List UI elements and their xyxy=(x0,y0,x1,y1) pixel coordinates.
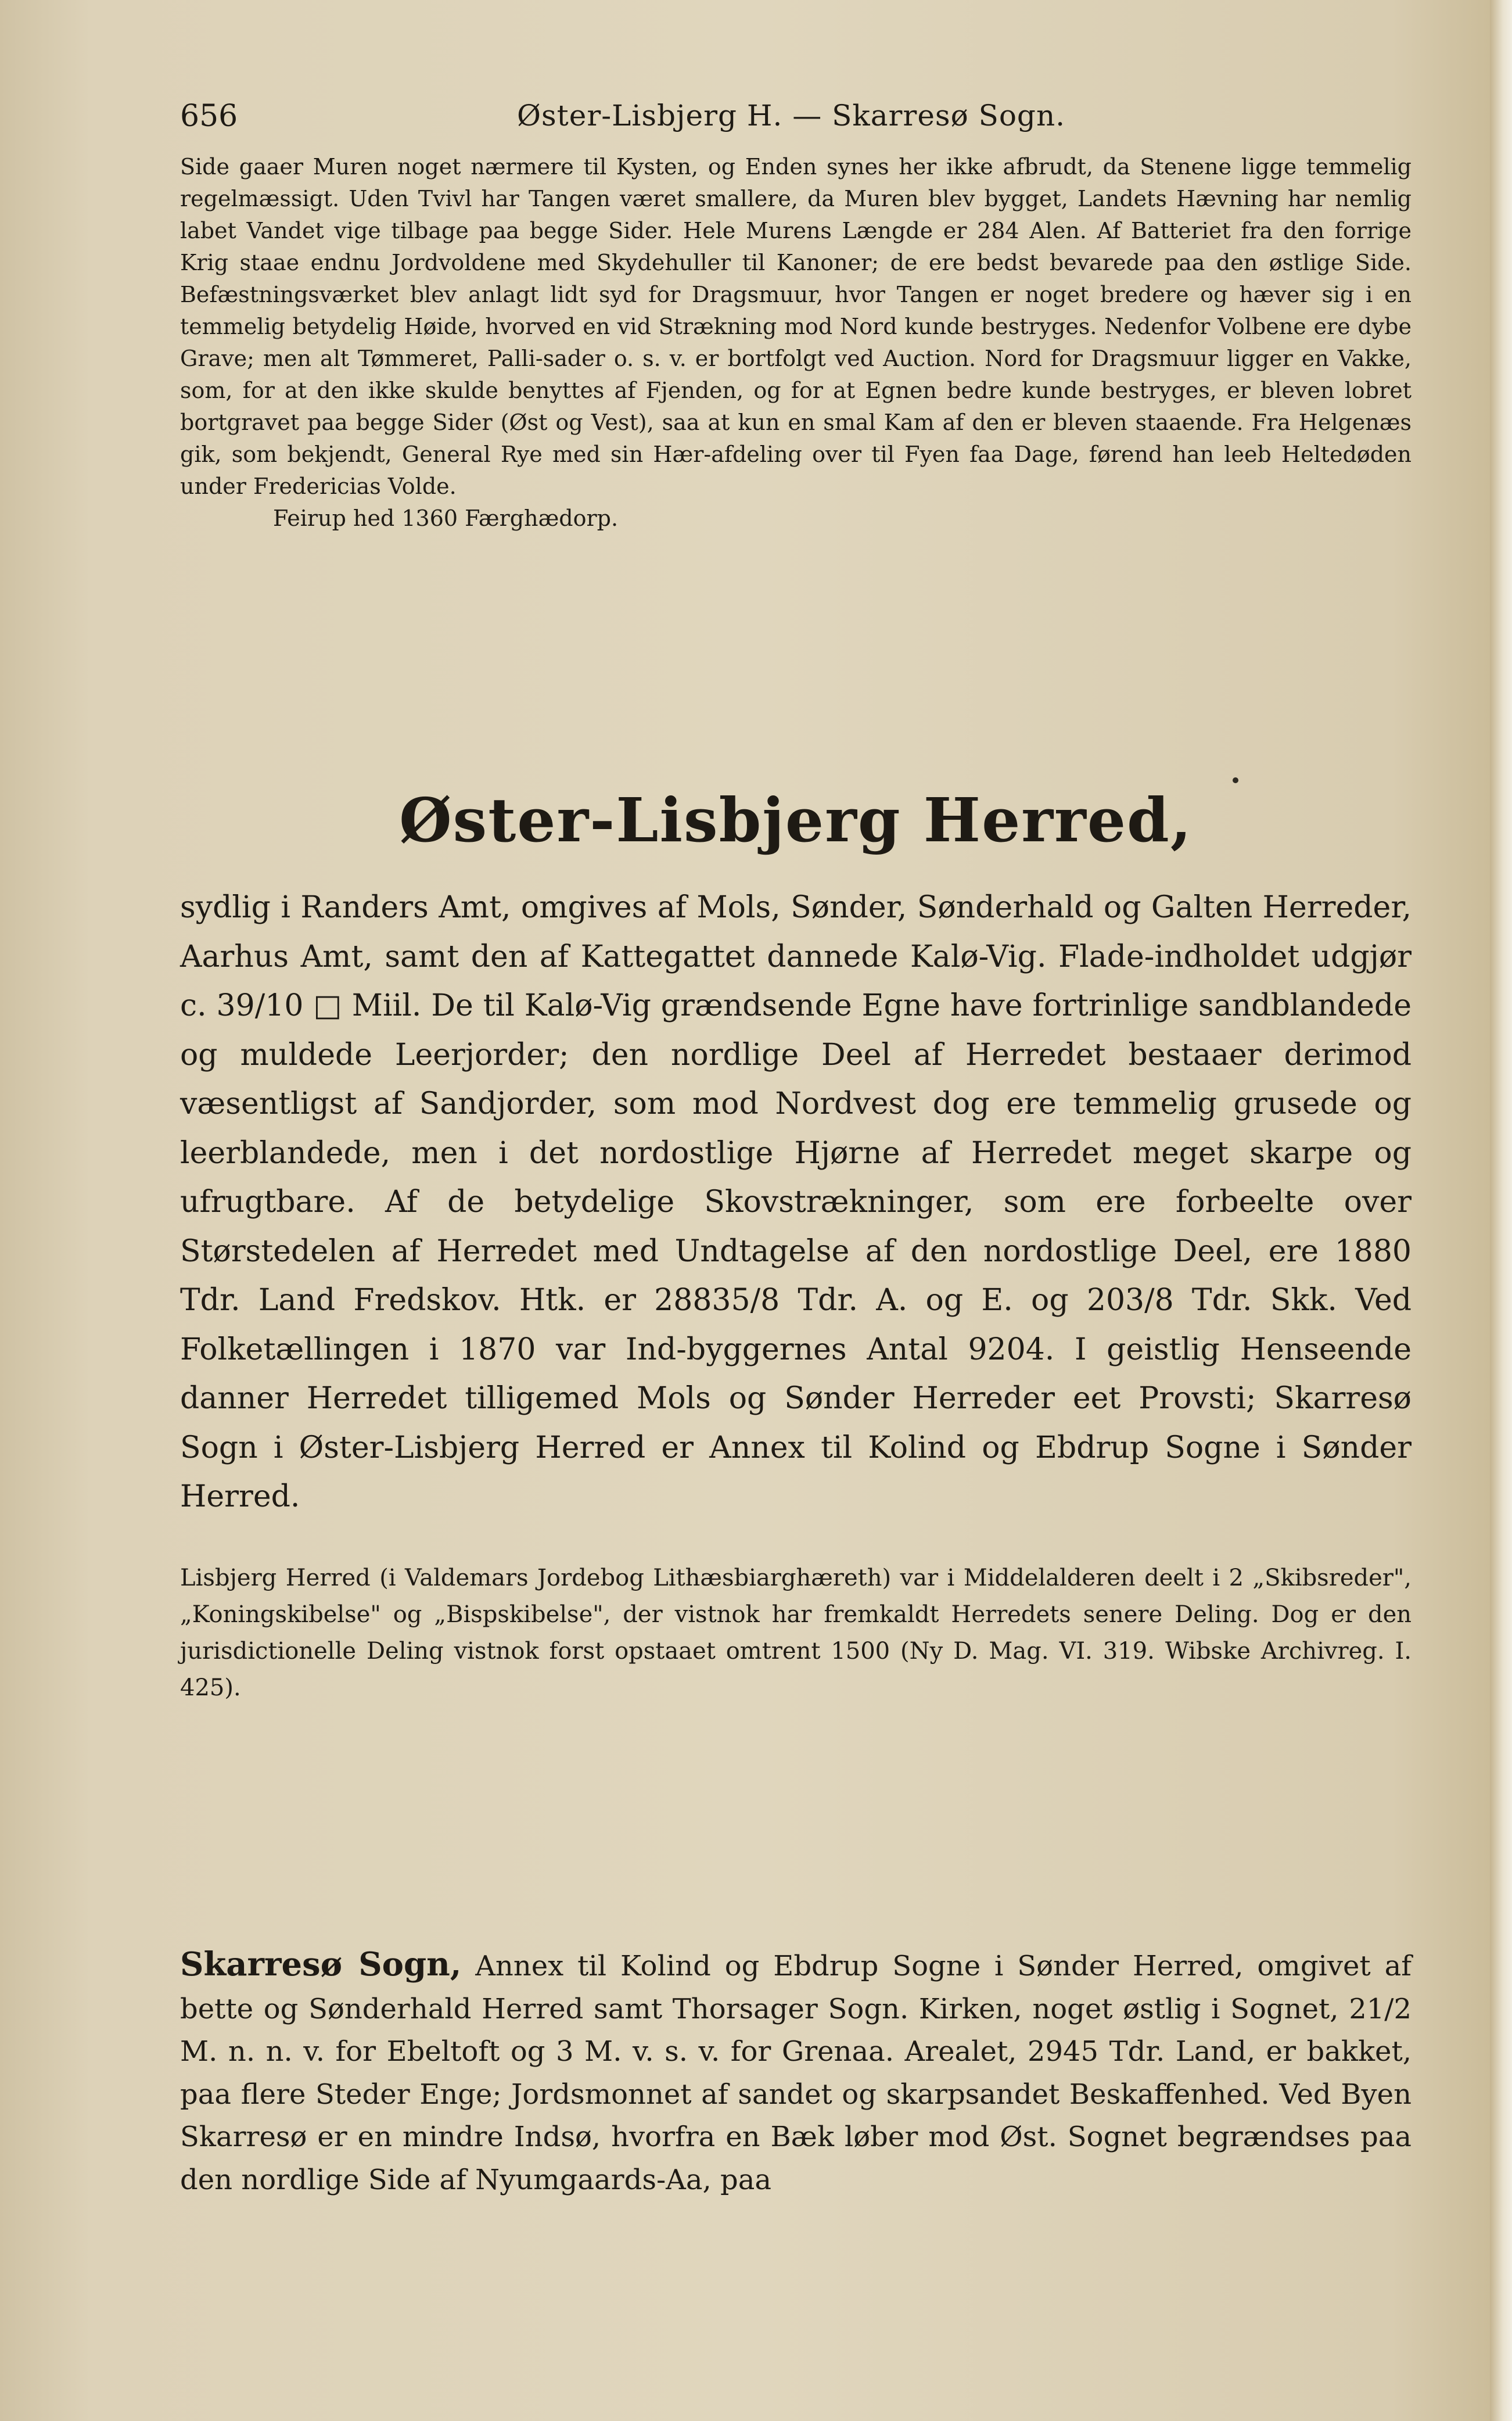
parish-text: Annex til Kolind og Ebdrup Sogne i Sønder Herred, omgivet af bette og Sønderhald Herred samt Thorsager Sogn. Kirken, noget østlig i Sognet, 21/2 M. n. n. v. for Ebeltoft og 3 M. v. s. v. for Grenaa. Arealet, 2945 Tdr. Land, er bakket, paa flere Steder Enge; Jordsmonnet af sandet og skarpsandet Beskaffenhed. Ved Byen Skarresø er en mindre Indsø, hvorfra en Bæk løber mod Øst. Sognet begrændses paa den nordlige Side af Nyumgaards-Aa, paa xyxy=(180,1950,1412,2196)
page-header xyxy=(180,87,1412,151)
page-edge xyxy=(1490,0,1512,2421)
main-paragraph: sydlig i Randers Amt, omgives af Mols, Sønder, Sønderhald og Galten Herreder, Aarhus Amt, samt den af Kattegattet dannede Kalø-Vig. Flade-indholdet udgjør c. 39/10 □ Miil. De til Kalø-Vig grændsende Egne have fortrinlige sandblandede og muldede Leerjorder; den nordlige Deel af Herredet bestaaer derimod væsentligst af Sandjorder, som mod Nordvest dog ere temmelig grusede og leerblandede, men i det nordostlige Hjørne af Herredet meget skarpe og ufrugtbare. Af de betydelige Skovstrækninger, som ere forbeelte over Størstedelen af Herredet med Undtagelse af den nordostlige Deel, ere 1880 Tdr. Land Fredskov. Htk. er 28835/8 Tdr. A. og E. og 203/8 Tdr. Skk. Ved Folketællingen i 1870 var Ind-byggernes Antal 9204. I geistlig Henseende danner Herredet tilligemed Mols og Sønder Herreder eet Provsti; Skarresø Sogn i Øster-Lisbjerg Herred er Annex til Kolind og Ebdrup Sogne i Sønder Herred. xyxy=(180,890,1412,1514)
top-last-line xyxy=(180,503,1412,535)
section-title: Øster-Lisbjerg Herred, xyxy=(399,784,1193,856)
running-head: Øster-Lisbjerg H. — Skarresø Sogn. xyxy=(517,99,1066,132)
ink-dot xyxy=(1233,777,1238,783)
parish-name: Skarresø Sogn, xyxy=(180,1945,462,1984)
page-number: 656 xyxy=(180,99,238,134)
note-paragraph: Lisbjerg Herred (i Valdemars Jordebog Lithæsbiarghæreth) var i Middelalderen deelt i 2 „Skibsreder", „Koningskibelse" og „Bispskibelse", der vistnok har fremkaldt Herredets senere Deling. Dog er den jurisdictionelle Deling vistnok forst opstaaet omtrent 1500 (Ny D. Mag. VI. 319. Wibske Archivreg. I. 425). xyxy=(180,1565,1412,1701)
top-paragraph: Side gaaer Muren noget nærmere til Kysten, og Enden synes her ikke afbrudt, da Stenene ligge temmelig regelmæssigt. Uden Tvivl har Tangen været smallere, da Muren blev bygget, Landets Hævning har nemlig labet Vandet vige tilbage paa begge Sider. Hele Murens Længde er 284 Alen. Af Batteriet fra den forrige Krig staae endnu Jordvoldene med Skydehuller til Kanoner; de ere bedst bevarede paa den østlige Side. Befæstningsværket blev anlagt lidt syd for Dragsmuur, hvor Tangen er noget bredere og hæver sig i en temmelig betydelig Høide, hvorved en vid Strækning mod Nord kunde bestryges. Nedenfor Volbene ere dybe Grave; men alt Tømmeret, Palli-sader o. s. v. er bortfolgt ved Auction. Nord for Dragsmuur ligger en Vakke, som, for at den ikke skulde benyttes af Fjenden, og for at Egnen bedre kunde bestryges, er bleven lobret bortgravet paa begge Sider (Øst og Vest), saa at kun en smal Kam af den er bleven staaende. Fra Helgenæs gik, som bekjendt, General Rye med sin Hær-afdeling over til Fyen faa Dage, førend han leeb Heltedøden under Fredericias Volde. xyxy=(180,154,1412,499)
parish-paragraph xyxy=(180,1943,1412,2201)
page-content xyxy=(180,87,1412,535)
top-last-line-text: Feirup hed 1360 Færghædorp. xyxy=(273,505,619,531)
